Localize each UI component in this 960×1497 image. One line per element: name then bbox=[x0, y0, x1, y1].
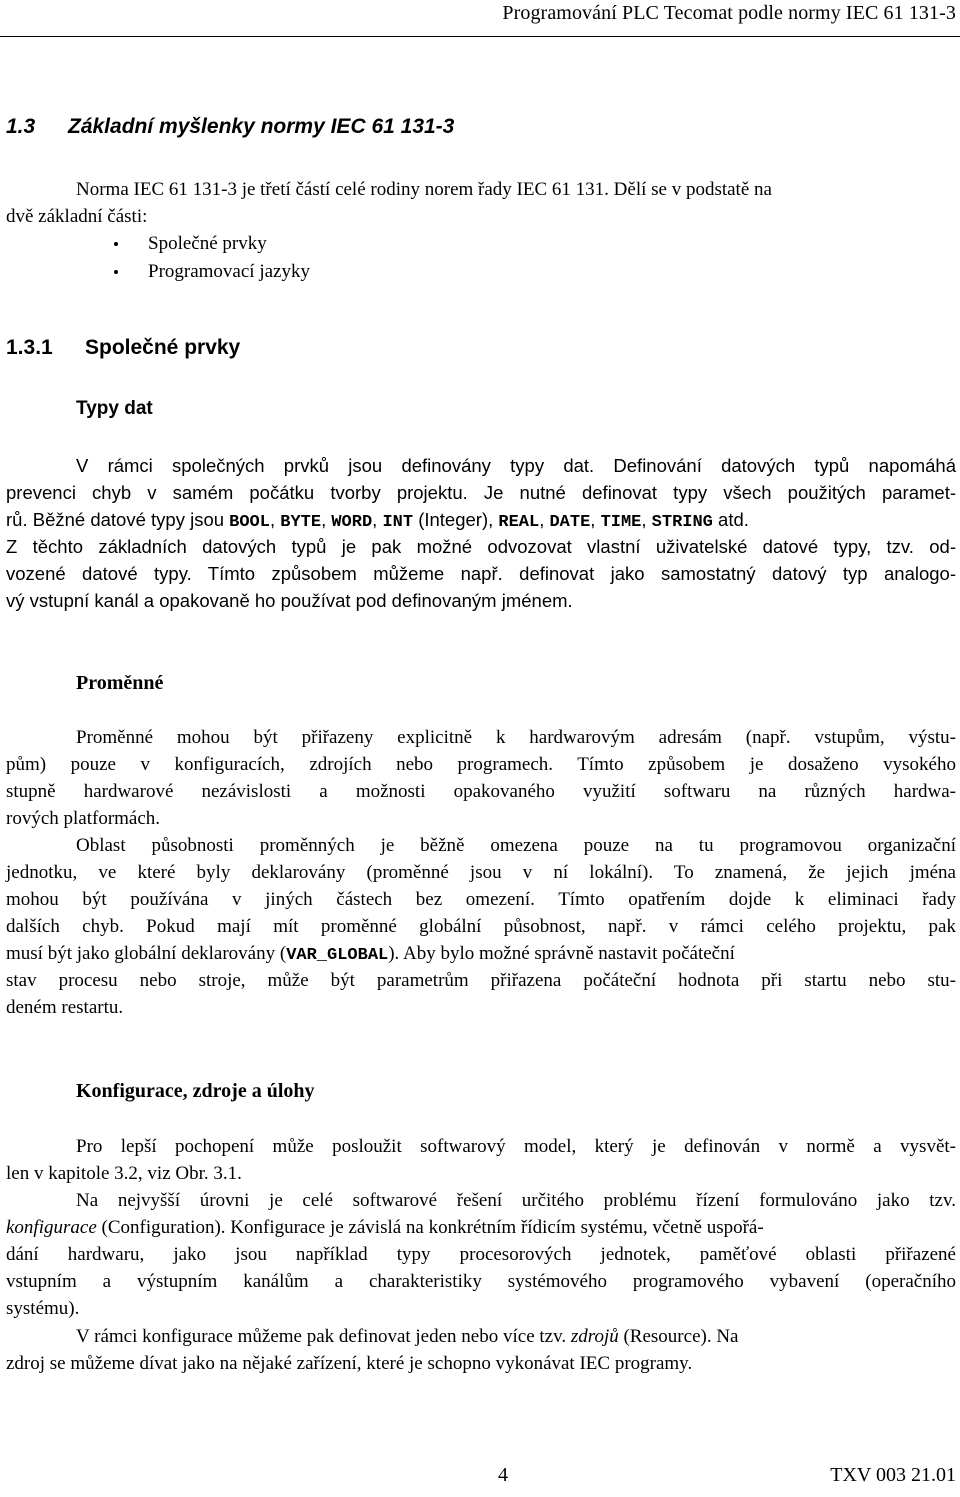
subsection-number: 1.3.1 bbox=[6, 336, 53, 359]
konfigurace-paragraph-3 bbox=[6, 1323, 956, 1377]
paragraph-line: stupně hardwarové nezávislosti a možnosti opakovaného využití softwaru na různých hardwa- bbox=[6, 781, 956, 802]
paragraph-line: Oblast působnosti proměnných je běžně omezena pouze na tu programovou organizační bbox=[76, 835, 956, 856]
paragraph-line: stav procesu nebo stroje, může být parametrům přiřazena počáteční hodnota při startu nebo stu- bbox=[6, 970, 956, 991]
subsection-title: Společné prvky bbox=[85, 336, 241, 359]
intro-line: Norma IEC 61 131-3 je třetí částí celé rodiny norem řady IEC 61 131. Dělí se v podstatě na bbox=[76, 179, 772, 200]
text-run: ). Aby bylo možné správně nastavit počáteční bbox=[388, 943, 735, 964]
type-date: DATE bbox=[549, 513, 591, 532]
typy-dat-paragraph bbox=[6, 452, 956, 614]
paragraph-line bbox=[6, 940, 956, 967]
konfigurace-paragraph-1 bbox=[6, 1133, 956, 1187]
list-item bbox=[112, 230, 310, 258]
paragraph-line: vozené datové typy. Tímto způsobem můžeme např. definovat jako samostatný datový typ analogo- bbox=[6, 563, 956, 584]
list-item-label: Společné prvky bbox=[148, 233, 267, 254]
text-run: (Resource). Na bbox=[618, 1326, 739, 1347]
konfigurace-paragraph-2 bbox=[6, 1187, 956, 1322]
paragraph-line: rů. Běžné datové typy jsou BOOL, BYTE, WORD, INT (Integer), REAL, DATE, TIME, STRING atd. bbox=[6, 509, 749, 532]
page-header bbox=[0, 2, 960, 25]
var-global-keyword: VAR_GLOBAL bbox=[286, 946, 389, 965]
bullet-icon bbox=[114, 242, 118, 246]
header-title: Programování PLC Tecomat podle normy IEC 61 131-3 bbox=[502, 2, 956, 24]
paragraph-line: jednotku, ve které byly deklarovány (proměnné jsou v ní lokální). To znamená, že jejich jména bbox=[6, 862, 956, 883]
list-item bbox=[112, 258, 310, 286]
paragraph-line: Proměnné mohou být přiřazeny explicitně k hardwarovým adresám (např. vstupům, výstu- bbox=[76, 727, 956, 748]
type-word: WORD bbox=[331, 513, 373, 532]
paragraph-line: Na nejvyšší úrovni je celé softwarové řešení určitého problému řízení formulováno jako tzv. bbox=[76, 1190, 956, 1211]
text-run: V rámci konfigurace můžeme pak definovat jeden nebo více tzv. bbox=[76, 1326, 571, 1347]
paragraph-line: len v kapitole 3.2, viz Obr. 3.1. bbox=[6, 1163, 242, 1184]
type-byte: BYTE bbox=[280, 513, 322, 532]
paragraph-line bbox=[6, 1323, 956, 1350]
section-number: 1.3 bbox=[6, 115, 36, 138]
paragraph-line: Pro lepší pochopení může posloužit softwarový model, který je definován v normě a vysvět- bbox=[76, 1136, 956, 1157]
paragraph-line: mohou být používána v jiných částech bez omezení. Tímto opatřením dojde k eliminaci řady bbox=[6, 889, 956, 910]
list-item-label: Programovací jazyky bbox=[148, 261, 310, 282]
term-konfigurace: konfigurace bbox=[6, 1217, 97, 1238]
paragraph-line: zdroj se můžeme dívat jako na nějaké zařízení, které je schopno vykonávat IEC programy. bbox=[6, 1353, 693, 1374]
header-divider bbox=[0, 36, 960, 37]
page-number: 4 bbox=[498, 1464, 508, 1486]
text-run: musí být jako globální deklarovány ( bbox=[6, 943, 287, 964]
text-run: atd. bbox=[718, 509, 749, 530]
term-zdroju: zdrojů bbox=[570, 1326, 619, 1347]
paragraph-line: rových platformách. bbox=[6, 808, 161, 829]
type-string: STRING bbox=[651, 513, 713, 532]
document-code: TXV 003 21.01 bbox=[830, 1464, 956, 1486]
type-bool: BOOL bbox=[229, 513, 270, 532]
konfigurace-heading: Konfigurace, zdroje a úlohy bbox=[76, 1080, 315, 1102]
paragraph-line: prevenci chyb v samém počátku tvorby projektu. Je nutné definovat typy všech použitých paramet- bbox=[6, 482, 956, 503]
bullet-icon bbox=[114, 270, 118, 274]
section-title: Základní myšlenky normy IEC 61 131-3 bbox=[68, 115, 455, 138]
paragraph-line: V rámci společných prvků jsou definovány typy dat. Definování datových typů napomáhá bbox=[76, 455, 956, 476]
paragraph-line: vý vstupní kanál a opakovaně ho používat pod definovaným jménem. bbox=[6, 590, 573, 611]
type-int: INT bbox=[382, 513, 414, 532]
paragraph-line: pům) pouze v konfiguracích, zdrojích nebo programech. Tímto způsobem je dosaženo vysokého bbox=[6, 754, 956, 775]
paragraph-line: Z těchto základních datových typů je pak možné odvozovat vlastní uživatelské datové typy, tzv. od- bbox=[6, 536, 956, 557]
paragraph-line: vstupním a výstupním kanálům a charakteristiky systémového programového vybavení (operačního bbox=[6, 1271, 956, 1292]
paragraph-line bbox=[6, 1214, 956, 1241]
int-note: (Integer) bbox=[418, 509, 489, 530]
type-time: TIME bbox=[600, 513, 642, 532]
section-heading bbox=[6, 115, 454, 139]
promenne-paragraph-1 bbox=[6, 724, 956, 832]
paragraph-line: deném restartu. bbox=[6, 997, 124, 1018]
paragraph-line: dání hardwaru, jako jsou například typy procesorových jednotek, paměťové oblasti přiřazené bbox=[6, 1244, 956, 1265]
text-run: (Configuration). Konfigurace je závislá na konkrétním řídicím systému, včetně uspořá- bbox=[96, 1217, 764, 1238]
typy-dat-heading: Typy dat bbox=[76, 398, 153, 419]
promenne-paragraph-2 bbox=[6, 832, 956, 1021]
promenne-heading: Proměnné bbox=[76, 672, 164, 694]
text-run: rů. Běžné datové typy jsou bbox=[6, 509, 230, 530]
intro-line: dvě základní části: bbox=[6, 206, 148, 227]
paragraph-line: dalších chyb. Pokud mají mít proměnné globální působnost, např. v rámci celého projektu, pak bbox=[6, 916, 956, 937]
type-real: REAL bbox=[498, 513, 540, 532]
paragraph-line: systému). bbox=[6, 1298, 80, 1319]
intro-paragraph bbox=[6, 176, 956, 230]
subsection-heading bbox=[6, 336, 240, 360]
intro-bullet-list bbox=[112, 230, 310, 286]
